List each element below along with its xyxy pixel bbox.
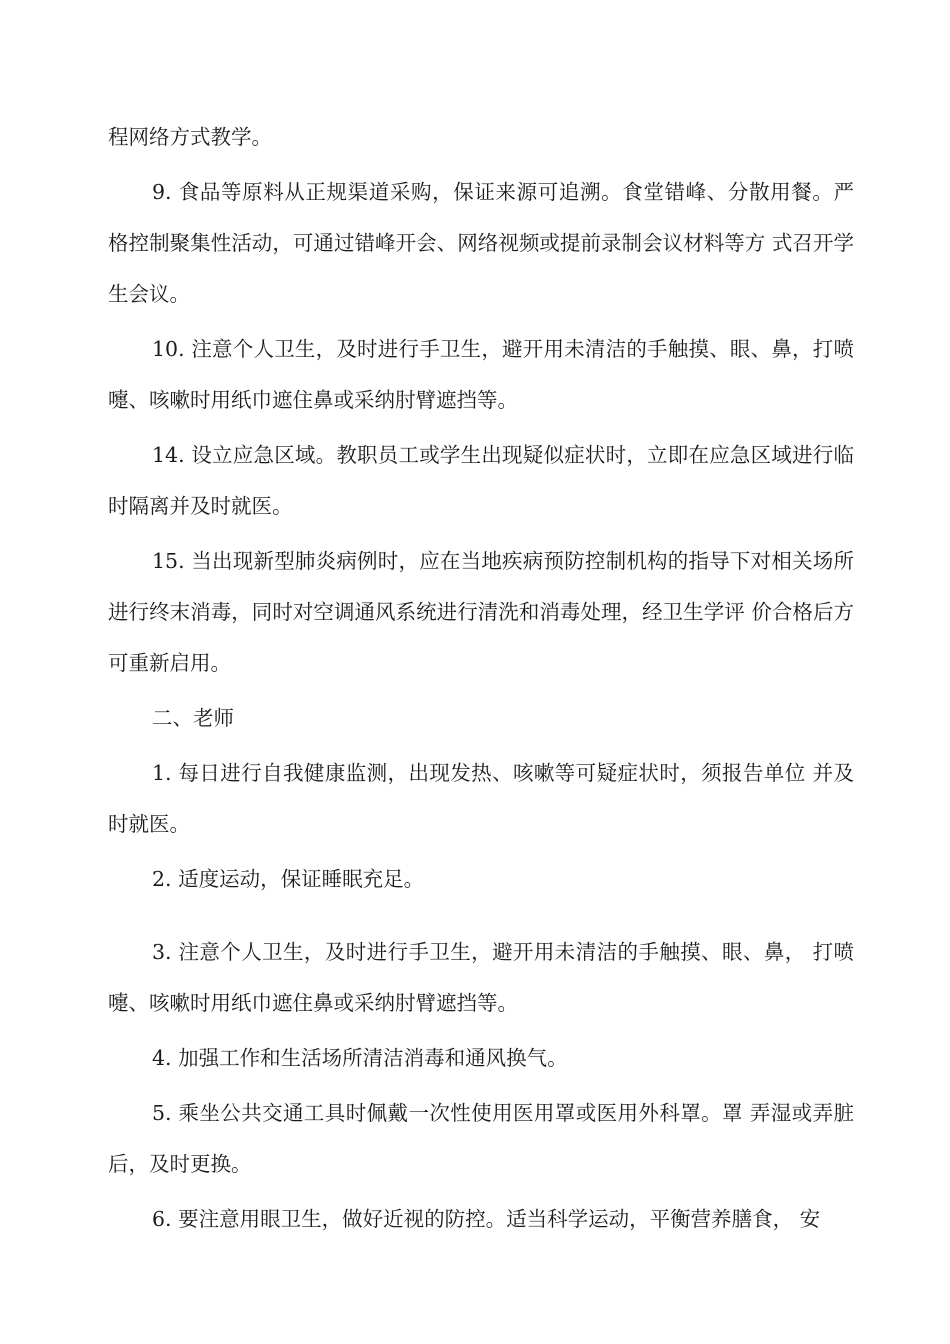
section-heading-teachers: 二、老师 [152,706,234,730]
paragraph-item-10: 10. 注意个人卫生，及时进行手卫生，避开用未清洁的手触摸、眼、鼻，打喷嚏、咳嗽时用纸巾遮住鼻或采纳肘臂遮挡等。 [108,337,854,412]
paragraph-teacher-item-4: 4. 加强工作和生活场所清洁消毒和通风换气。 [152,1046,568,1070]
paragraph-continuation: 程网络方式教学。 [108,125,272,149]
paragraph-teacher-item-5: 5. 乘坐公共交通工具时佩戴一次性使用医用罩或医用外科罩。罩 弄湿或弄脏后，及时更换。 [108,1101,854,1176]
paragraph-teacher-item-1: 1. 每日进行自我健康监测，出现发热、咳嗽等可疑症状时，须报告单位 并及时就医。 [108,761,854,836]
paragraph-item-9: 9. 食品等原料从正规渠道采购，保证来源可追溯。食堂错峰、分散用餐。严格控制聚集性活动，可通过错峰开会、网络视频或提前录制会议材料等方 式召开学生会议。 [108,180,854,306]
paragraph-teacher-item-6: 6. 要注意用眼卫生，做好近视的防控。适当科学运动，平衡营养膳食， 安 [152,1207,821,1231]
paragraph-teacher-item-3: 3. 注意个人卫生，及时进行手卫生，避开用未清洁的手触摸、眼、鼻， 打喷嚏、咳嗽时用纸巾遮住鼻或采纳肘臂遮挡等。 [108,940,854,1015]
paragraph-item-15: 15. 当出现新型肺炎病例时，应在当地疾病预防控制机构的指导下对相关场所进行终末消毒，同时对空调通风系统进行清洗和消毒处理，经卫生学评 价合格后方可重新启用。 [108,549,854,675]
paragraph-teacher-item-2: 2. 适度运动，保证睡眠充足。 [152,867,425,891]
paragraph-item-14: 14. 设立应急区域。教职员工或学生出现疑似症状时，立即在应急区域进行临时隔离并及时就医。 [108,443,854,518]
document-page [108,112,854,1245]
